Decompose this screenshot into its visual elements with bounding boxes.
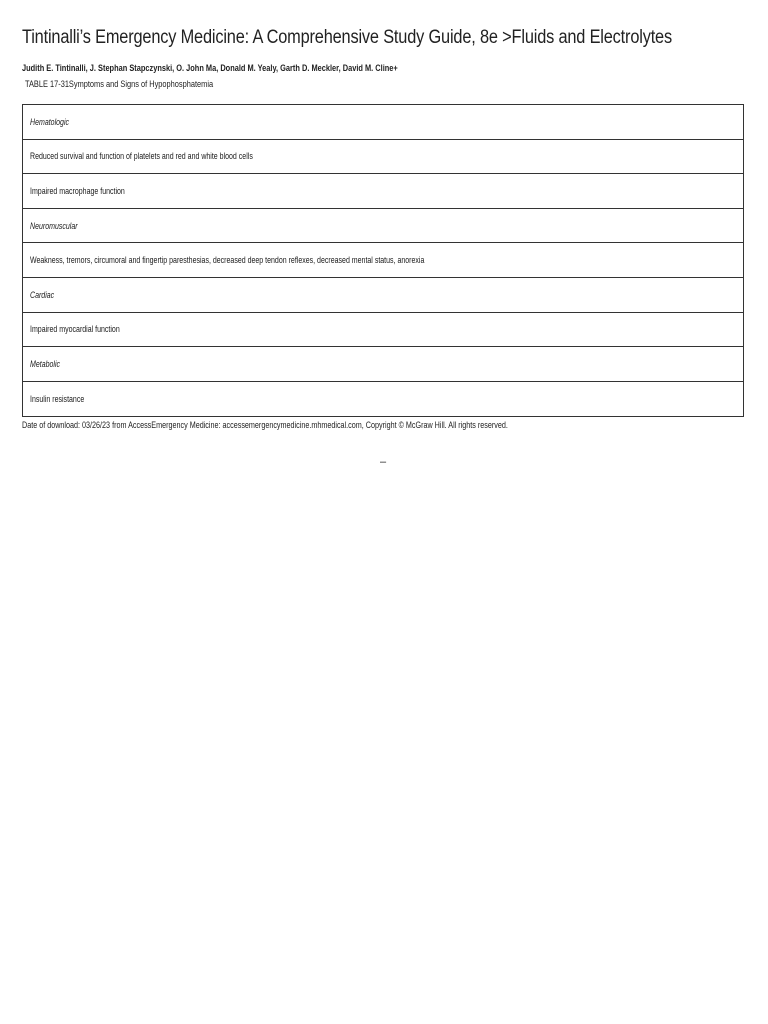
table-cell: Cardiac [30,289,55,300]
table-row-category [23,347,743,382]
table-cell: Weakness, tremors, circumoral and fingertip paresthesias, decreased deep tendon reflexes, decreased mental status, anorexia [30,255,425,266]
download-note: Date of download: 03/26/23 from AccessEmergency Medicine: accessemergencymedicine.mhmedical.com, Copyright © McGraw Hill. All rights reserved. [22,420,508,430]
table-cell: Neuromuscular [30,220,78,231]
table-row-category [23,278,743,313]
table-row [23,243,743,278]
table-row [23,140,743,175]
table-cell: Reduced survival and function of platelets and red and white blood cells [30,151,253,162]
table-row [23,382,743,417]
table-caption: TABLE 17-31Symptoms and Signs of Hypophosphatemia [25,79,214,90]
table-cell: Impaired myocardial function [30,324,120,335]
table-row-category [23,209,743,244]
table-cell: Hematologic [30,116,70,127]
page-mark: – [380,456,387,468]
symptoms-table [22,104,744,417]
table-row-category [23,105,743,140]
author-list: Judith E. Tintinalli, J. Stephan Stapczynski, O. John Ma, Donald M. Yealy, Garth D. Meckler, David M. Cline+ [22,63,398,74]
table-cell: Insulin resistance [30,394,85,405]
table-cell: Impaired macrophage function [30,185,125,196]
table-row [23,313,743,348]
page-title: Tintinalli’s Emergency Medicine: A Comprehensive Study Guide, 8e >Fluids and Electrolytes [22,27,672,48]
table-cell: Metabolic [30,358,61,369]
table-row [23,174,743,209]
